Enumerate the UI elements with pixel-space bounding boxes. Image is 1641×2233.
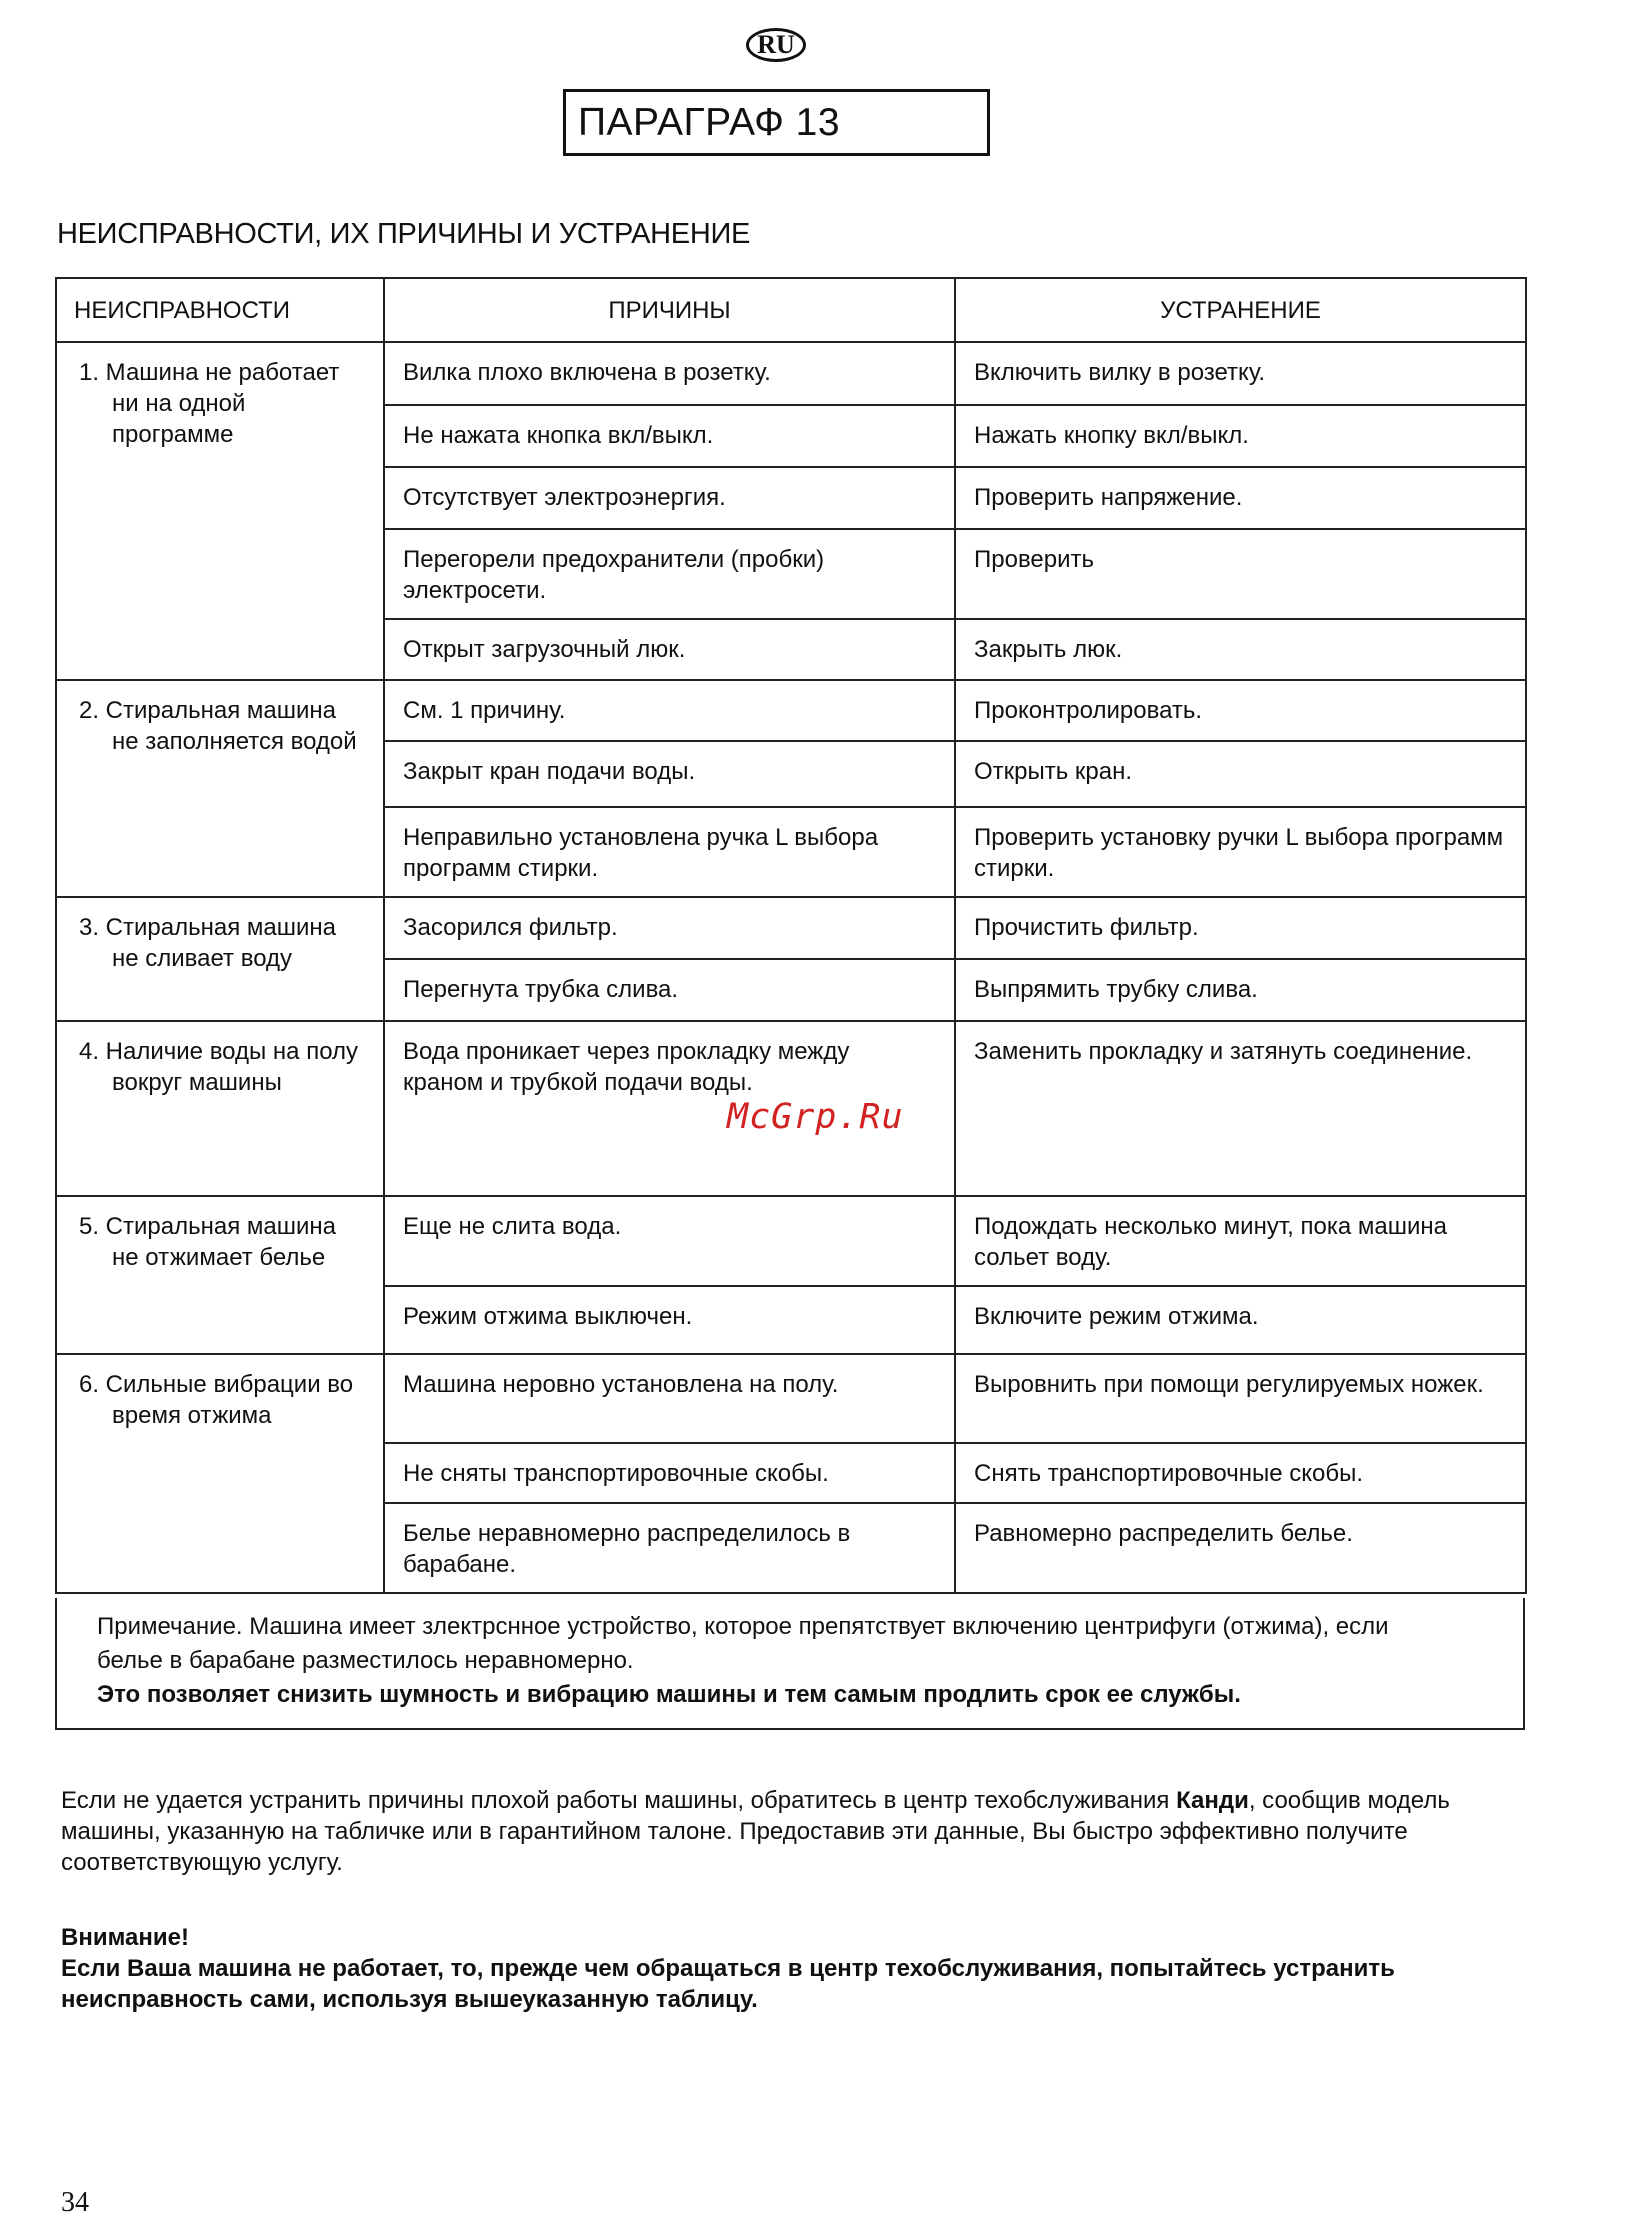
table-row bbox=[56, 897, 1526, 959]
note-line-3: Это позволяет снизить шумность и вибрацию машины и тем самым продлить срок ее службы. bbox=[97, 1681, 1241, 1708]
cause-cell: Отсутствует электроэнергия. bbox=[384, 467, 955, 529]
watermark: McGrp.Ru bbox=[727, 1097, 904, 1137]
cause-cell: Засорился фильтр. bbox=[384, 897, 955, 959]
fault-cell: 1. Машина не работает ни на одной программе bbox=[56, 342, 384, 680]
table-header-row bbox=[56, 278, 1526, 342]
chapter-heading: ПАРАГРАФ 13 bbox=[563, 89, 990, 156]
brand-name: Канди bbox=[1176, 1787, 1249, 1814]
remedy-cell: Проверить напряжение. bbox=[955, 467, 1526, 529]
remedy-cell: Заменить прокладку и затянуть соединение. bbox=[955, 1021, 1526, 1196]
remedy-cell: Проверить bbox=[955, 529, 1526, 619]
cause-cell: Еще не слита вода. bbox=[384, 1196, 955, 1286]
remedy-cell: Снять транспортировочные скобы. bbox=[955, 1443, 1526, 1503]
table-row bbox=[56, 1196, 1526, 1286]
cause-cell: Вода проникает через прокладку между краном и трубкой подачи воды. bbox=[384, 1021, 955, 1196]
page-number: 34 bbox=[61, 2187, 89, 2218]
cause-cell: Неправильно установлена ручка L выбора программ стирки. bbox=[384, 807, 955, 897]
cause-cell: Белье неравномерно распределилось в барабане. bbox=[384, 1503, 955, 1593]
cause-cell: Машина неровно установлена на полу. bbox=[384, 1354, 955, 1443]
table-row bbox=[56, 680, 1526, 741]
service-text-before: Если не удается устранить причины плохой работы машины, обратитесь в центр техобслуживания bbox=[61, 1787, 1177, 1814]
cause-cell: Вилка плохо включена в розетку. bbox=[384, 342, 955, 405]
fault-cell: 6. Сильные вибрации во время отжима bbox=[56, 1354, 384, 1593]
remedy-cell: Проверить установку ручки L выбора программ стирки. bbox=[955, 807, 1526, 897]
cause-cell: Не сняты транспортировочные скобы. bbox=[384, 1443, 955, 1503]
cause-cell: Открыт загрузочный люк. bbox=[384, 619, 955, 680]
header-faults: НЕИСПРАВНОСТИ bbox=[56, 278, 384, 342]
remedy-cell: Нажать кнопку вкл/выкл. bbox=[955, 405, 1526, 467]
troubleshooting-table bbox=[55, 277, 1527, 1594]
remedy-cell: Выпрямить трубку слива. bbox=[955, 959, 1526, 1021]
note-line-2: белье в барабане разместилось неравномерно. bbox=[97, 1647, 634, 1674]
table-row bbox=[56, 342, 1526, 405]
remedy-cell: Включите режим отжима. bbox=[955, 1286, 1526, 1354]
fault-cell: 5. Стиральная машина не отжимает белье bbox=[56, 1196, 384, 1354]
service-paragraph bbox=[61, 1785, 1521, 1878]
remedy-cell: Подождать несколько минут, пока машина сольет воду. bbox=[955, 1196, 1526, 1286]
attention-block bbox=[61, 1922, 1521, 2015]
attention-heading: Внимание! bbox=[61, 1924, 189, 1951]
table-row bbox=[56, 1354, 1526, 1443]
attention-text: Если Ваша машина не работает, то, прежде чем обращаться в центр техобслуживания, попытайтесь устранить неисправность сами, используя вышеуказанную таблицу. bbox=[61, 1955, 1395, 2013]
header-remedies: УСТРАНЕНИЕ bbox=[955, 278, 1526, 342]
remedy-cell: Прочистить фильтр. bbox=[955, 897, 1526, 959]
service-text-after: , сообщив модель машины, указанную на табличке или в гарантийном талоне. Предоставив эти данные, Вы быстро эффективно получите соответствующую услугу. bbox=[61, 1787, 1450, 1876]
fault-cell: 3. Стиральная машина не сливает воду bbox=[56, 897, 384, 1021]
cause-cell: См. 1 причину. bbox=[384, 680, 955, 741]
language-badge: RU bbox=[746, 28, 806, 62]
remedy-cell: Включить вилку в розетку. bbox=[955, 342, 1526, 405]
remedy-cell: Выровнить при помощи регулируемых ножек. bbox=[955, 1354, 1526, 1443]
fault-cell: 2. Стиральная машина не заполняется водой bbox=[56, 680, 384, 897]
section-title: НЕИСПРАВНОСТИ, ИХ ПРИЧИНЫ И УСТРАНЕНИЕ bbox=[57, 218, 751, 250]
note-box bbox=[55, 1598, 1525, 1730]
cause-cell: Перегнута трубка слива. bbox=[384, 959, 955, 1021]
remedy-cell: Проконтролировать. bbox=[955, 680, 1526, 741]
cause-cell: Не нажата кнопка вкл/выкл. bbox=[384, 405, 955, 467]
note-line-1: Примечание. Машина имеет злектрснное устройство, которое препятствует включению центрифуги (отжима), если bbox=[97, 1613, 1389, 1640]
header-causes: ПРИЧИНЫ bbox=[384, 278, 955, 342]
remedy-cell: Открыть кран. bbox=[955, 741, 1526, 807]
cause-cell: Режим отжима выключен. bbox=[384, 1286, 955, 1354]
cause-cell: Перегорели предохранители (пробки) электросети. bbox=[384, 529, 955, 619]
cause-cell: Закрыт кран подачи воды. bbox=[384, 741, 955, 807]
fault-cell: 4. Наличие воды на полу вокруг машины bbox=[56, 1021, 384, 1196]
remedy-cell: Равномерно распределить белье. bbox=[955, 1503, 1526, 1593]
remedy-cell: Закрыть люк. bbox=[955, 619, 1526, 680]
